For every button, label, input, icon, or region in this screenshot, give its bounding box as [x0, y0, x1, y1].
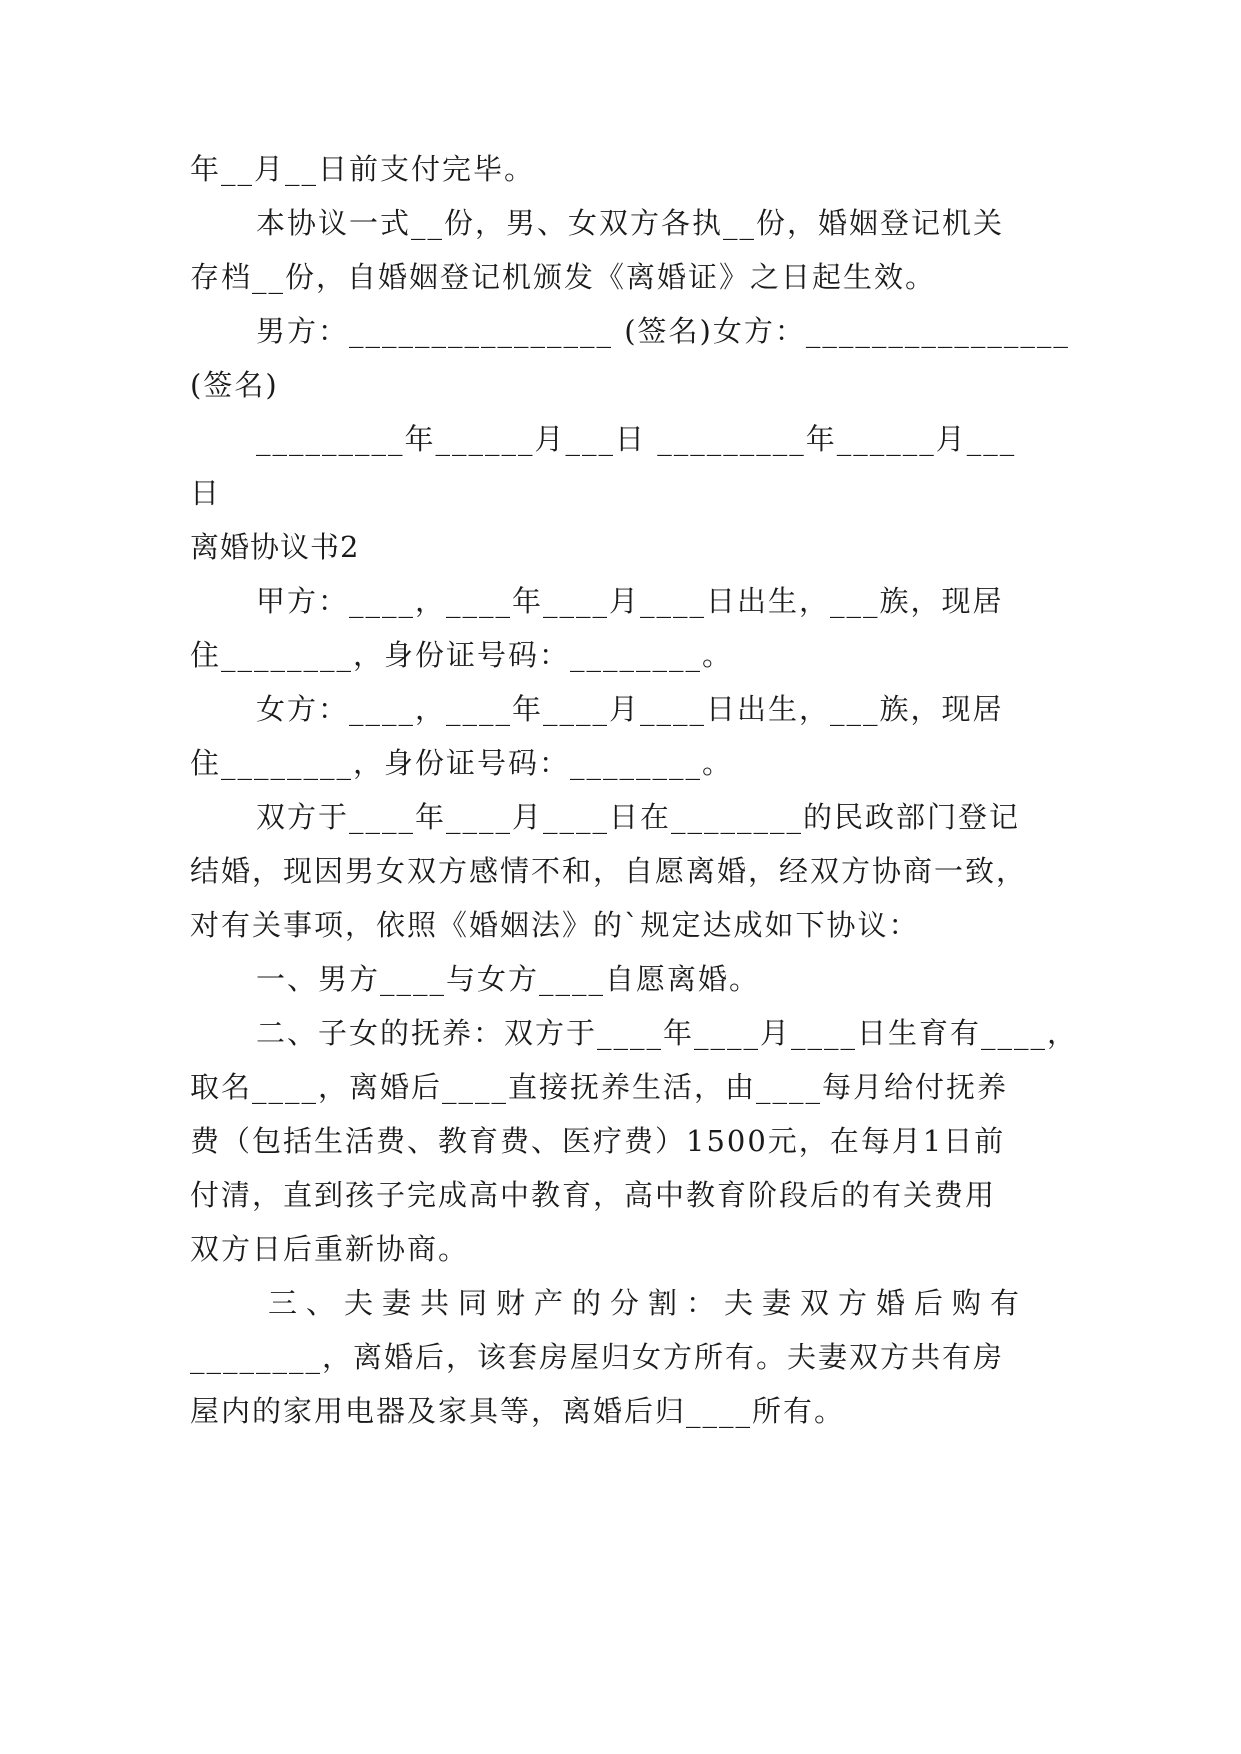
- text-line: 付清，直到孩子完成高中教育，高中教育阶段后的有关费用: [190, 1178, 997, 1212]
- text-line: 取名____，离婚后____直接抚养生活，由____每月给付抚养: [190, 1070, 1009, 1104]
- date-line: _________年______月___日 _________年______月___: [256, 422, 1017, 456]
- text-line: 屋内的家用电器及家具等，离婚后归____所有。: [190, 1394, 846, 1428]
- text-line: 住________，身份证号码：________。: [190, 746, 734, 780]
- section-title: 离婚协议书2: [190, 530, 360, 564]
- text-line: 日: [190, 476, 222, 510]
- text-line: 双方日后重新协商。: [190, 1232, 470, 1266]
- text-line: 存档__份，自婚姻登记机颁发《离婚证》之日起生效。: [190, 260, 937, 294]
- text-line: 住________，身份证号码：________。: [190, 638, 734, 672]
- clause-line: 一、男方____与女方____自愿离婚。: [256, 962, 761, 996]
- signature-line: 男方：________________ (签名)女方：________________: [256, 314, 1070, 348]
- text-line: 年__月__日前支付完毕。: [190, 152, 536, 186]
- text-line: 双方于____年____月____日在________的民政部门登记: [256, 800, 1021, 834]
- text-line: 本协议一式__份，男、女双方各执__份，婚姻登记机关: [256, 206, 1005, 240]
- text-line: 费（包括生活费、教育费、医疗费）1500元，在每月1日前: [190, 1124, 1006, 1158]
- text-line: 对有关事项，依照《婚姻法》的`规定达成如下协议：: [190, 908, 920, 942]
- text-line: 女方：____，____年____月____日出生，___族，现居: [256, 692, 1004, 726]
- text-line: 甲方：____，____年____月____日出生，___族，现居: [256, 584, 1004, 618]
- text-line: (签名): [190, 368, 279, 402]
- text-line: ________，离婚后，该套房屋归女方所有。夫妻双方共有房: [190, 1340, 1005, 1374]
- clause-line: 三、夫妻共同财产的分割：夫妻双方婚后购有: [268, 1286, 1029, 1320]
- text-line: 结婚，现因男女双方感情不和，自愿离婚，经双方协商一致，: [190, 854, 1028, 888]
- clause-line: 二、子女的抚养：双方于____年____月____日生育有____，: [256, 1016, 1079, 1050]
